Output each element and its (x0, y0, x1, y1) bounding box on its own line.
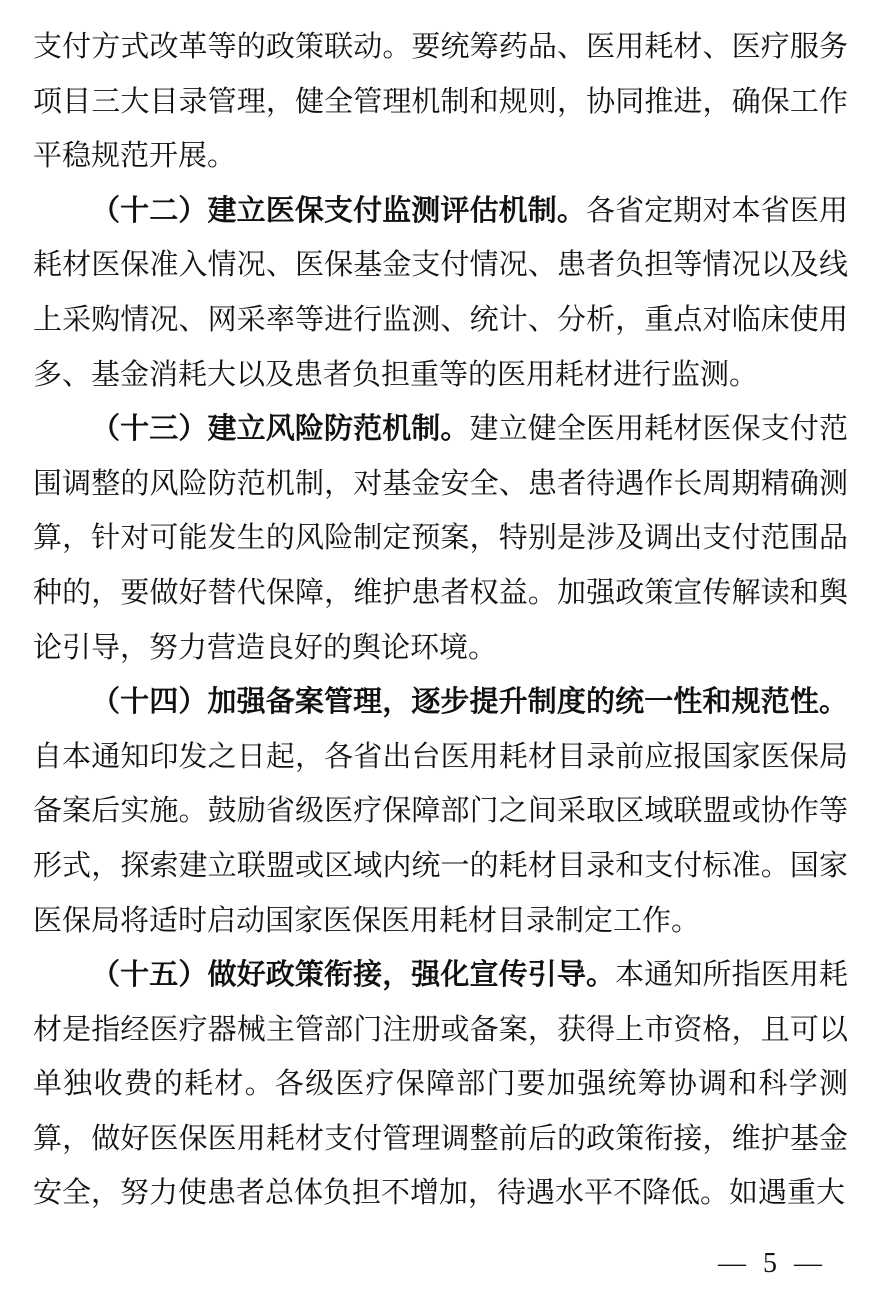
footer-dash-left: — (718, 1248, 746, 1279)
paragraph-continuation (33, 20, 848, 184)
page-footer (718, 1249, 822, 1279)
footer-dash-right: — (794, 1248, 822, 1279)
paragraph-heading: （十四）加强备案管理，逐步提升制度的统一性和规范性。 (91, 686, 848, 719)
paragraph-text: 建立健全医用耗材医保支付范围调整的风险防范机制，对基金安全、患者待遇作长周期精确测算，针对可能发生的风险制定预案，特别是涉及调出支付范围品种的，要做好替代保障，维护患者权益。加强政策宣传解读和舆论引导，努力营造良好的舆论环境。 (33, 413, 848, 664)
paragraph-heading: （十三）建立风险防范机制。 (91, 413, 470, 446)
paragraph-item-13 (33, 402, 848, 675)
document-body (33, 20, 848, 1221)
paragraph-text: 本通知所指医用耗材是指经医疗器械主管部门注册或备案，获得上市资格，且可以单独收费的耗材。各级医疗保障部门要加强统筹协调和科学测算，做好医保医用耗材支付管理调整前后的政策衔接，维护基金安全，努力使患者总体负担不增加，待遇水平不降低。如遇重大 (33, 959, 848, 1210)
paragraph-text: 自本通知印发之日起，各省出台医用耗材目录前应报国家医保局备案后实施。鼓励省级医疗保障部门之间采取区域联盟或协作等形式，探索建立联盟或区域内统一的耗材目录和支付标准。国家医保局将适时启动国家医保医用耗材目录制定工作。 (33, 740, 848, 937)
page-number: 5 (763, 1248, 777, 1279)
paragraph-heading: （十二）建立医保支付监测评估机制。 (91, 194, 587, 227)
paragraph-item-15 (33, 948, 848, 1221)
paragraph-text: 支付方式改革等的政策联动。要统筹药品、医用耗材、医疗服务项目三大目录管理，健全管理机制和规则，协同推进，确保工作平稳规范开展。 (33, 31, 848, 173)
paragraph-item-14 (33, 675, 848, 948)
paragraph-item-12 (33, 184, 848, 402)
paragraph-heading: （十五）做好政策衔接，强化宣传引导。 (91, 959, 616, 992)
paragraph-text: 各省定期对本省医用耗材医保准入情况、医保基金支付情况、患者负担等情况以及线上采购情况、网采率等进行监测、统计、分析，重点对临床使用多、基金消耗大以及患者负担重等的医用耗材进行监测。 (33, 194, 848, 391)
